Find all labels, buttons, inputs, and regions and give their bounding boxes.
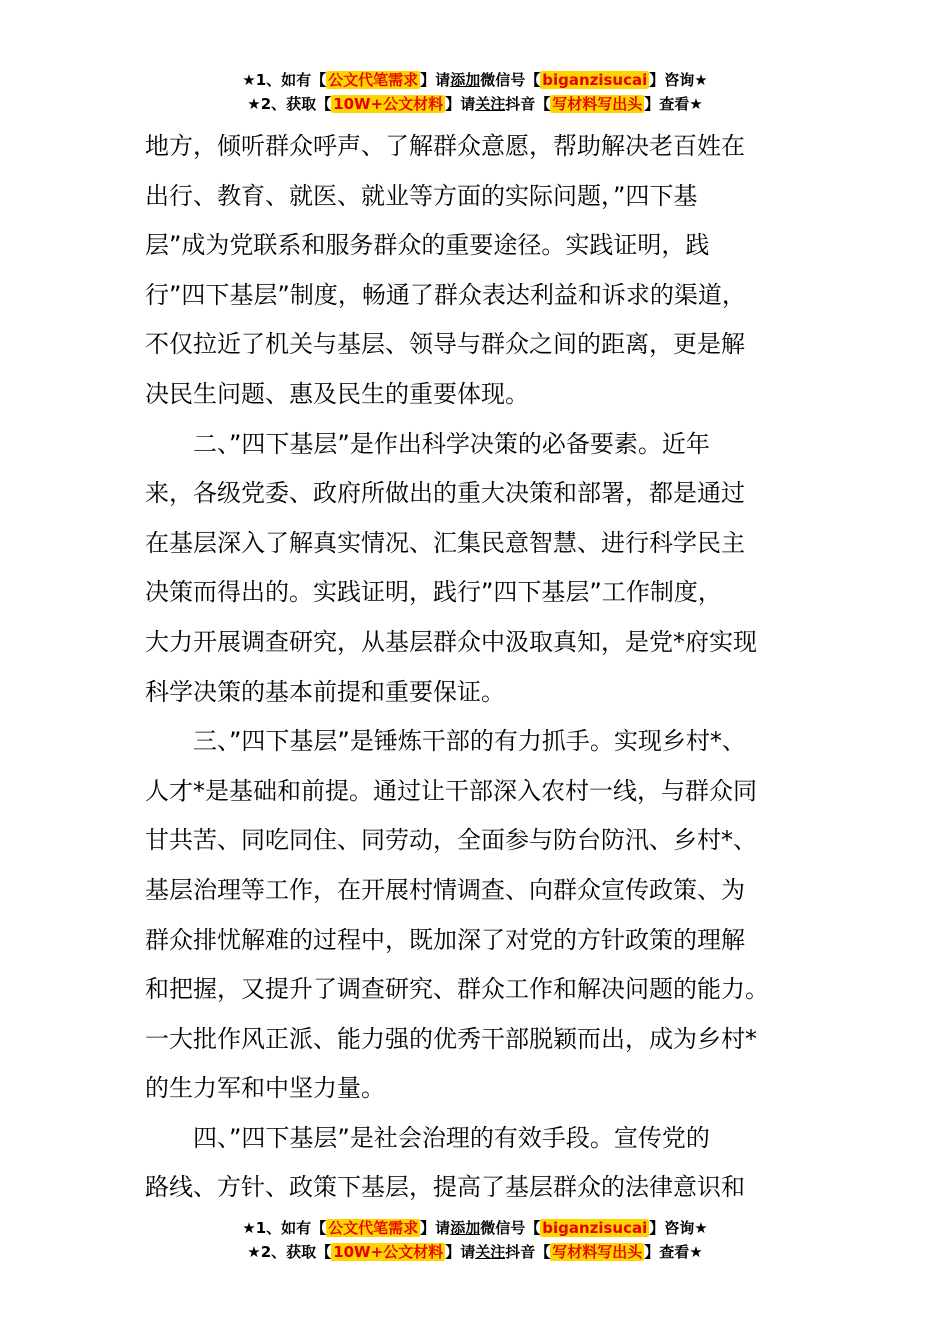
banner-text: 】查看★	[644, 1243, 703, 1261]
paragraph-start-line: 二、”四下基层”是作出科学决策的必备要素。近年	[193, 429, 710, 458]
banner-highlight: 公文代笔需求	[328, 1219, 419, 1237]
text-line: 一大批作风正派、能力强的优秀干部脱颖而出，成为乡村*	[145, 1024, 757, 1053]
banner-text: 抖音【	[505, 95, 551, 113]
banner-highlight: 10W+公文材料	[333, 1243, 444, 1261]
text-line: 决民生问题、惠及民生的重要体现。	[145, 379, 529, 408]
text-line: 出行、教育、就医、就业等方面的实际问题，”四下基	[145, 181, 698, 210]
paragraph-start-line: 四、”四下基层”是社会治理的有效手段。宣传党的	[193, 1123, 710, 1152]
banner-text: 】咨询★	[649, 1219, 708, 1237]
text-line: 来，各级党委、政府所做出的重大决策和部署，都是通过	[145, 479, 745, 508]
document-body	[145, 122, 810, 1213]
paragraph-start-line: 三、”四下基层”是锤炼干部的有力抓手。实现乡村*、	[193, 727, 746, 756]
banner-highlight: biganzisucai	[542, 1219, 648, 1237]
banner-text: 微信号【	[480, 1219, 541, 1237]
banner-text: 微信号【	[480, 71, 541, 89]
banner-highlight: 公文代笔需求	[328, 71, 419, 89]
banner-text: 抖音【	[505, 1243, 551, 1261]
banner-line-2	[0, 92, 950, 116]
text-line: 甘共苦、同吃同住、同劳动，全面参与防台防汛、乡村*、	[145, 826, 757, 855]
banner-highlight: 写材料写出头	[552, 1243, 643, 1261]
banner-underlined: 添加	[450, 1219, 481, 1237]
banner-text: ★1、如有【	[242, 71, 327, 89]
text-line: 科学决策的基本前提和重要保证。	[145, 677, 505, 706]
banner-highlight: 写材料写出头	[552, 95, 643, 113]
banner-highlight: biganzisucai	[542, 71, 648, 89]
banner-text: 】咨询★	[649, 71, 708, 89]
banner-text: 】请	[445, 95, 476, 113]
banner-text: 】查看★	[644, 95, 703, 113]
banner-underlined: 关注	[475, 95, 506, 113]
text-line: 基层治理等工作，在开展村情调查、向群众宣传政策、为	[145, 875, 745, 904]
text-line: 行”四下基层”制度，畅通了群众表达利益和诉求的渠道，	[145, 280, 746, 309]
text-line: 决策而得出的。实践证明，践行”四下基层”工作制度，	[145, 578, 722, 607]
banner-text: 】请	[445, 1243, 476, 1261]
text-line: 和把握，又提升了调查研究、群众工作和解决问题的能力。	[145, 975, 769, 1004]
banner-underlined: 添加	[450, 71, 481, 89]
banner-line-2	[0, 1240, 950, 1264]
banner-line-1	[0, 1216, 950, 1240]
banner-text: ★2、获取【	[247, 95, 332, 113]
banner-text: 】请	[420, 1219, 451, 1237]
text-line: 层”成为党联系和服务群众的重要途径。实践证明，践	[145, 231, 710, 260]
banner-text: 】请	[420, 71, 451, 89]
banner-text: ★2、获取【	[247, 1243, 332, 1261]
text-line: 的生力军和中坚力量。	[145, 1074, 385, 1103]
banner-underlined: 关注	[475, 1243, 506, 1261]
banner-text: ★1、如有【	[242, 1219, 327, 1237]
text-line: 路线、方针、政策下基层，提高了基层群众的法律意识和	[145, 1173, 745, 1202]
text-line: 不仅拉近了机关与基层、领导与群众之间的距离，更是解	[145, 330, 745, 359]
text-line: 在基层深入了解真实情况、汇集民意智慧、进行科学民主	[145, 528, 745, 557]
text-line: 地方，倾听群众呼声、了解群众意愿，帮助解决老百姓在	[145, 132, 745, 160]
text-line: 群众排忧解难的过程中，既加深了对党的方针政策的理解	[145, 925, 745, 954]
banner-line-1	[0, 68, 950, 92]
header-banner	[0, 68, 950, 116]
footer-banner	[0, 1216, 950, 1264]
text-line: 人才*是基础和前提。通过让干部深入农村一线，与群众同	[145, 776, 757, 805]
banner-highlight: 10W+公文材料	[333, 95, 444, 113]
text-line: 大力开展调查研究，从基层群众中汲取真知，是党*府实现	[145, 627, 757, 656]
